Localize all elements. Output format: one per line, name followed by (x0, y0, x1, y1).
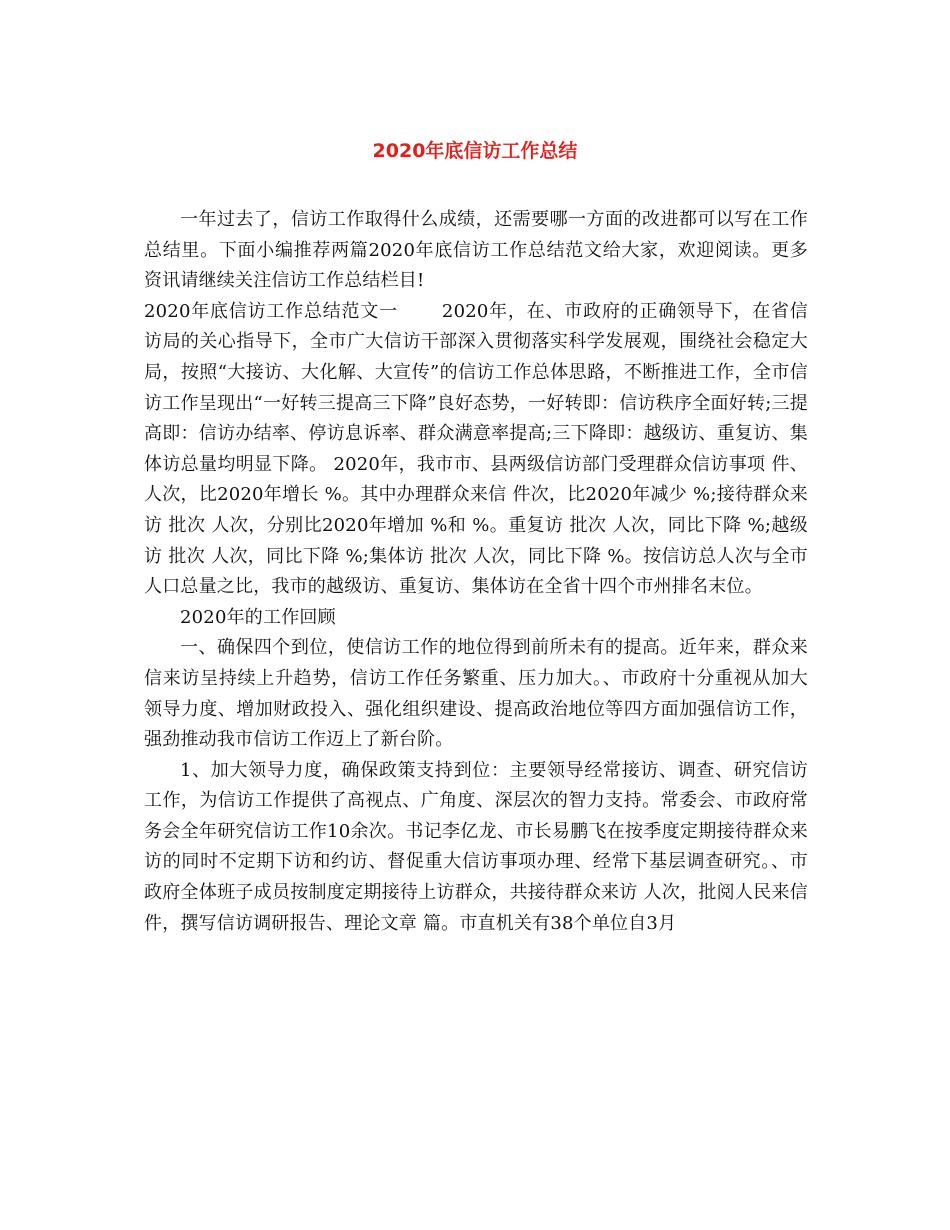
sample-one-text: 2020年，在、市政府的正确领导下，在省信访局的关心指导下，全市广大信访干部深入贯彻落实科学发展观，围绕社会稳定大局，按照“大接访、大化解、大宣传”的信访工作总体思路，不断推进工作，全市信访工作呈现出“一好转三提高三下降”良好态势，一好转即：信访秩序全面好转;三提高即：信访办结率、停访息诉率、群众满意率提高;三下降即：越级访、重复访、集体访总量均明显下降。 2020年，我市市、县两级信访部门受理群众信访事项 件、人次，比2020年增长 %。其中办理群众来信 件次，比2020年减少 %;接待群众来访 批次 人次，分别比2020年增加 %和 %。重复访 批次 人次，同比下降 %;越级访 批次 人次，同比下降 %;集体访 批次 人次，同比下降 %。按信访总人次与全市人口总量之比，我市的越级访、重复访、集体访在全省十四个市州排名末位。 (144, 300, 808, 598)
sample-one-heading: 2020年底信访工作总结范文一 (144, 300, 398, 322)
sample-one-paragraph (144, 297, 808, 603)
item-one-paragraph: 1、加大领导力度，确保政策支持到位：主要领导经常接访、调查、研究信访工作，为信访工作提供了高视点、广角度、深层次的智力支持。常委会、市政府常务会全年研究信访工作10余次。书记李亿龙、市长易鹏飞在按季度定期接待群众来访的同时不定期下访和约访、督促重大信访事项办理、经常下基层调查研究。、市政府全体班子成员按制度定期接待上访群众，共接待群众来访 人次，批阅人民来信 件，撰写信访调研报告、理论文章 篇。市直机关有38个单位自3月 (144, 759, 808, 934)
section-one-paragraph: 一、确保四个到位，使信访工作的地位得到前所未有的提高。近年来，群众来信来访呈持续上升趋势，信访工作任务繁重、压力加大。、市政府十分重视从加大领导力度、增加财政投入、强化组织建设、提高政治地位等四方面加强信访工作，强劲推动我市信访工作迈上了新台阶。 (144, 637, 808, 751)
intro-paragraph: 一年过去了，信访工作取得什么成绩，还需要哪一方面的改进都可以写在工作总结里。下面小编推荐两篇2020年底信访工作总结范文给大家，欢迎阅读。更多资讯请继续关注信访工作总结栏目! (144, 209, 808, 292)
document-title: 2020年底信访工作总结 (372, 140, 578, 162)
review-heading: 2020年的工作回顾 (180, 606, 336, 628)
document-body (144, 205, 808, 939)
